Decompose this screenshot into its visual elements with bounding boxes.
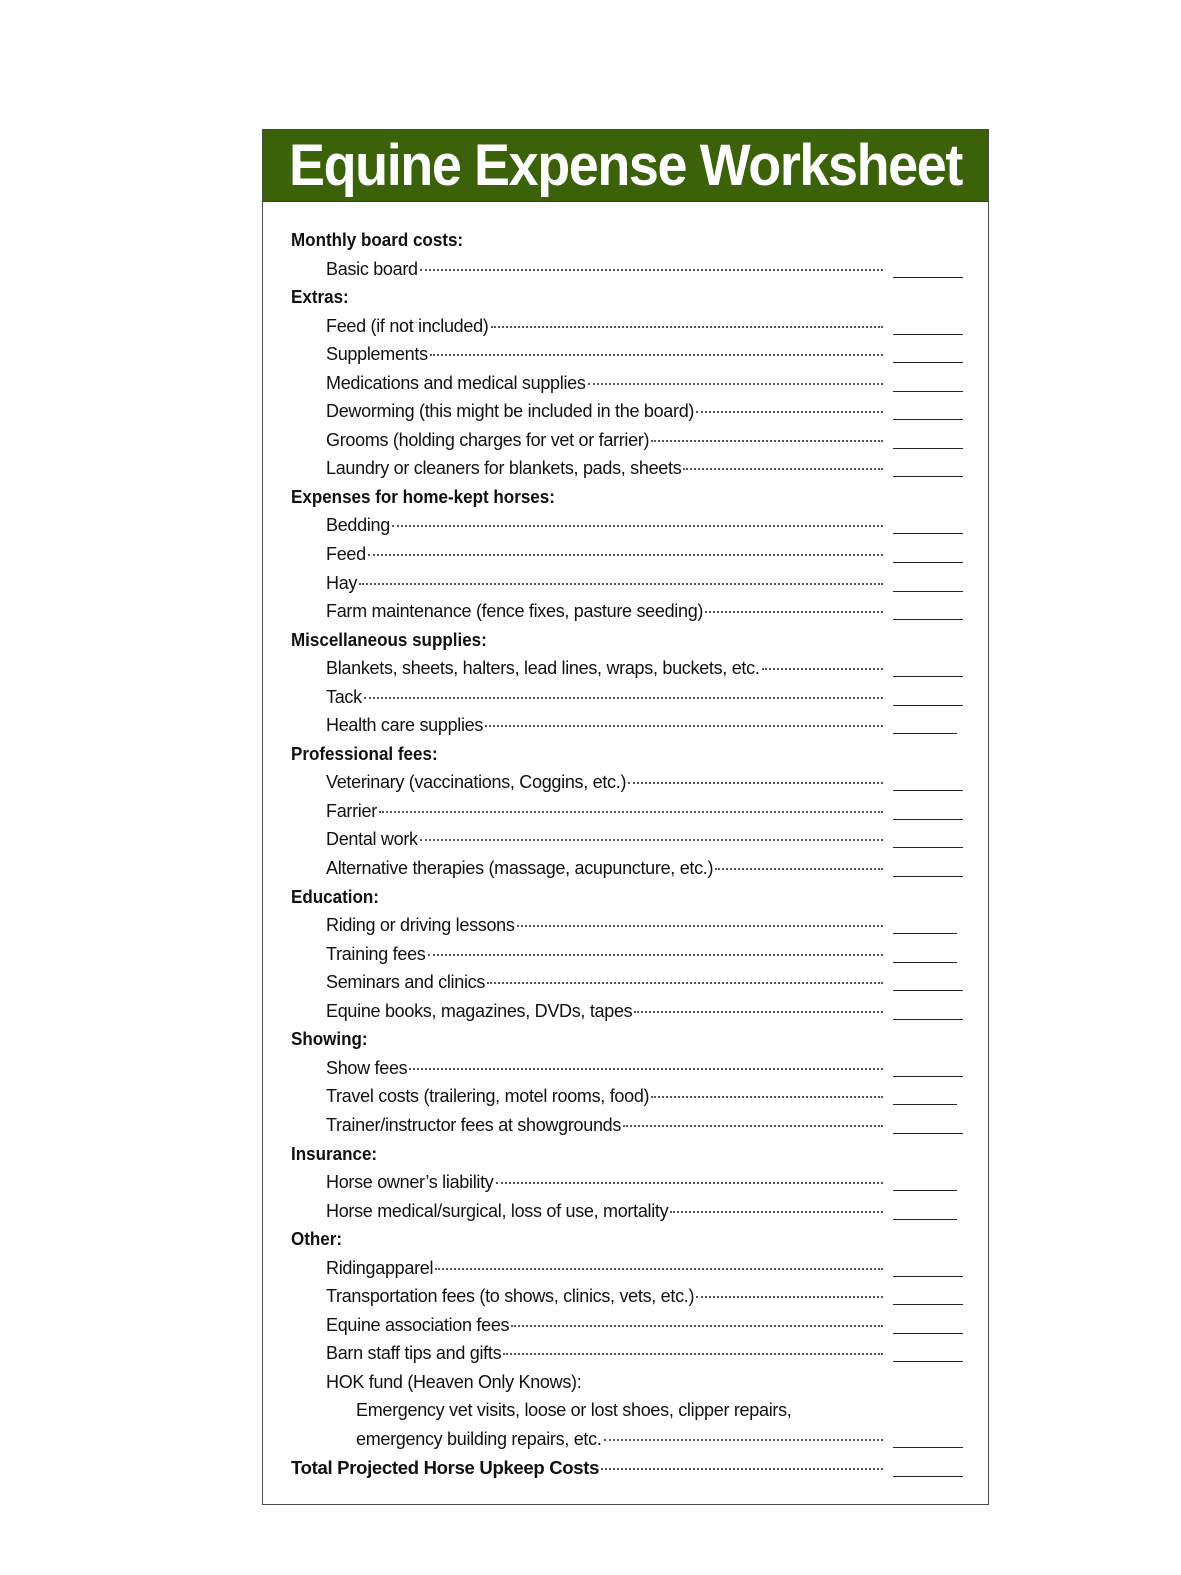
amount-blank-line[interactable]: [893, 1447, 963, 1448]
dot-leader: [503, 1352, 883, 1355]
dot-leader: [696, 1295, 883, 1298]
expense-label: Training fees: [326, 943, 426, 964]
expense-item: [326, 342, 883, 366]
dot-leader: [359, 582, 883, 585]
expense-row: [263, 997, 988, 1026]
amount-blank-line[interactable]: [893, 990, 963, 991]
expense-item: [291, 1456, 883, 1480]
dot-leader: [428, 953, 884, 956]
amount-blank-line[interactable]: [893, 962, 957, 963]
amount-blank-line[interactable]: [893, 1133, 963, 1134]
dot-leader: [487, 981, 883, 984]
expense-label: Show fees: [326, 1057, 408, 1078]
dot-leader: [623, 1124, 883, 1127]
expense-label: Seminars and clinics: [326, 972, 486, 993]
dot-leader: [379, 810, 883, 813]
expense-item: [326, 257, 883, 281]
amount-blank-line[interactable]: [893, 419, 963, 420]
section-heading: Showing:: [291, 1028, 368, 1050]
expense-label: Transportation fees (to shows, clinics, vets, etc.): [326, 1286, 695, 1307]
worksheet: [262, 129, 989, 1505]
dot-leader: [430, 353, 883, 356]
expense-row: [263, 940, 988, 969]
expense-item: [326, 1056, 883, 1080]
expense-label: Grooms (holding charges for vet or farrier): [326, 429, 650, 450]
expense-row: [263, 1311, 988, 1340]
amount-blank-line[interactable]: [893, 819, 963, 820]
expense-label: Farrier: [326, 800, 377, 821]
dot-leader: [420, 838, 883, 841]
dot-leader: [496, 1181, 883, 1184]
expense-label: Travel costs (trailering, motel rooms, food): [326, 1086, 650, 1107]
expense-row: [263, 340, 988, 369]
expense-label: Medications and medical supplies: [326, 372, 586, 393]
expense-label: Hay: [326, 572, 358, 593]
total-row: [263, 1454, 988, 1483]
section-heading: Education:: [291, 885, 379, 907]
expense-row: [263, 1282, 988, 1311]
expense-label: HOK fund (Heaven Only Knows):: [326, 1371, 582, 1392]
expense-label: emergency building repairs, etc.: [356, 1428, 602, 1449]
expense-list: [263, 226, 988, 1482]
expense-row: [263, 768, 988, 797]
expense-item: [326, 371, 883, 395]
amount-blank-line[interactable]: [893, 1019, 963, 1020]
expense-row: [263, 1111, 988, 1140]
amount-blank-line[interactable]: [893, 1333, 963, 1334]
amount-blank-line[interactable]: [893, 876, 963, 877]
expense-row: [263, 454, 988, 483]
section-heading-row: [263, 1025, 988, 1054]
expense-row: [263, 968, 988, 997]
expense-item: [326, 1370, 883, 1394]
amount-blank-line[interactable]: [893, 562, 963, 563]
dot-leader: [628, 781, 883, 784]
expense-label: Equine association fees: [326, 1314, 510, 1335]
dot-leader: [392, 524, 883, 527]
expense-item: [326, 428, 883, 452]
amount-blank-line[interactable]: [893, 847, 963, 848]
section-heading-row: [263, 740, 988, 769]
expense-item: [326, 713, 883, 737]
dot-leader: [715, 867, 883, 870]
dot-leader: [696, 410, 883, 413]
expense-row: [263, 426, 988, 455]
section-heading-row: [263, 283, 988, 312]
section-heading-row: [263, 626, 988, 655]
section-heading: Other:: [291, 1228, 343, 1250]
dot-leader: [651, 1095, 883, 1098]
expense-item: [326, 399, 883, 423]
expense-row: [263, 369, 988, 398]
expense-row: [263, 683, 988, 712]
amount-blank-line[interactable]: [893, 1476, 963, 1477]
section-heading-row: [263, 483, 988, 512]
expense-label: Health care supplies: [326, 715, 484, 736]
expense-item: [326, 656, 883, 680]
expense-row: [263, 1197, 988, 1226]
dot-leader: [588, 382, 883, 385]
amount-blank-line[interactable]: [893, 1190, 957, 1191]
expense-label: Supplements: [326, 344, 428, 365]
title-bar: [263, 130, 988, 202]
expense-label: Equine books, magazines, DVDs, tapes: [326, 1000, 633, 1021]
amount-blank-line[interactable]: [893, 591, 963, 592]
worksheet-title: Equine Expense Worksheet: [289, 133, 962, 198]
section-heading-row: [263, 1140, 988, 1169]
expense-row: [263, 911, 988, 940]
amount-blank-line[interactable]: [893, 1304, 963, 1305]
expense-row: [263, 397, 988, 426]
amount-blank-line[interactable]: [893, 277, 963, 278]
expense-label: Deworming (this might be included in the board): [326, 401, 695, 422]
amount-blank-line[interactable]: [893, 334, 963, 335]
section-heading-row: [263, 226, 988, 255]
expense-label: Feed (if not included): [326, 315, 489, 336]
expense-label: Farm maintenance (fence fixes, pasture seeding): [326, 601, 704, 622]
amount-blank-line[interactable]: [893, 533, 963, 534]
dot-leader: [485, 724, 883, 727]
amount-blank-line[interactable]: [893, 676, 963, 677]
expense-row: [263, 569, 988, 598]
expense-row: [263, 1168, 988, 1197]
expense-row: [263, 540, 988, 569]
amount-blank-line[interactable]: [893, 705, 963, 706]
expense-row: [263, 1425, 988, 1454]
expense-row: [263, 255, 988, 284]
expense-item: [326, 827, 883, 851]
amount-blank-line[interactable]: [893, 790, 963, 791]
amount-blank-line[interactable]: [893, 733, 957, 734]
expense-item: [326, 770, 883, 794]
expense-label: Veterinary (vaccinations, Coggins, etc.): [326, 772, 627, 793]
expense-label: Horse medical/surgical, loss of use, mortality: [326, 1200, 669, 1221]
dot-leader: [651, 439, 883, 442]
section-heading: Extras:: [291, 286, 349, 308]
amount-blank-line[interactable]: [893, 362, 963, 363]
dot-leader: [670, 1210, 883, 1213]
expense-row: [263, 854, 988, 883]
expense-item: [326, 942, 883, 966]
expense-row: [263, 1254, 988, 1283]
amount-blank-line[interactable]: [893, 476, 963, 477]
expense-label: Dental work: [326, 829, 418, 850]
amount-blank-line[interactable]: [893, 1076, 963, 1077]
amount-blank-line[interactable]: [893, 1219, 957, 1220]
expense-item: [326, 799, 883, 823]
expense-row: [263, 711, 988, 740]
dot-leader: [604, 1438, 883, 1441]
expense-label: Trainer/instructor fees at showgrounds: [326, 1114, 622, 1135]
section-heading: Expenses for home-kept horses:: [291, 485, 555, 507]
expense-label: Riding or driving lessons: [326, 915, 515, 936]
expense-row: [263, 511, 988, 540]
dot-leader: [409, 1067, 883, 1070]
dot-leader: [517, 924, 883, 927]
expense-label: Bedding: [326, 515, 390, 536]
expense-item: [326, 314, 883, 338]
dot-leader: [491, 325, 884, 328]
expense-row: [263, 797, 988, 826]
expense-item: [326, 1284, 883, 1308]
section-heading: Professional fees:: [291, 742, 438, 764]
amount-blank-line[interactable]: [893, 391, 963, 392]
amount-blank-line[interactable]: [893, 619, 963, 620]
expense-item: [326, 913, 883, 937]
expense-row: [263, 1054, 988, 1083]
expense-item: [326, 685, 883, 709]
section-heading: Miscellaneous supplies:: [291, 628, 487, 650]
dot-leader: [683, 467, 883, 470]
amount-blank-line[interactable]: [893, 933, 957, 934]
dot-leader: [511, 1324, 883, 1327]
expense-row: [263, 1396, 988, 1425]
amount-blank-line[interactable]: [893, 1361, 963, 1362]
expense-label: Laundry or cleaners for blankets, pads, sheets: [326, 458, 682, 479]
expense-item: [326, 1113, 883, 1137]
expense-label: Feed: [326, 544, 366, 565]
expense-label: Ridingapparel: [326, 1257, 434, 1278]
expense-item: [326, 599, 883, 623]
expense-label: Basic board: [326, 258, 418, 279]
expense-row: [263, 654, 988, 683]
dot-leader: [364, 696, 883, 699]
dot-leader: [435, 1267, 883, 1270]
dot-leader: [601, 1467, 883, 1470]
expense-row: [263, 1082, 988, 1111]
dot-leader: [705, 610, 883, 613]
expense-item: [326, 1084, 883, 1108]
expense-item: [326, 1170, 883, 1194]
expense-item: [326, 1313, 883, 1337]
expense-item: [326, 1341, 883, 1365]
expense-row: [263, 825, 988, 854]
dot-leader: [368, 553, 883, 556]
amount-blank-line[interactable]: [893, 1276, 963, 1277]
expense-item: [356, 1398, 883, 1422]
expense-item: [356, 1427, 883, 1451]
expense-item: [326, 571, 883, 595]
expense-label: Blankets, sheets, halters, lead lines, wraps, buckets, etc.: [326, 658, 760, 679]
section-heading-row: [263, 1225, 988, 1254]
expense-label: Emergency vet visits, loose or lost shoes, clipper repairs,: [356, 1400, 792, 1421]
expense-item: [326, 970, 883, 994]
amount-blank-line[interactable]: [893, 1104, 957, 1105]
expense-row: [263, 312, 988, 341]
expense-item: [326, 856, 883, 880]
total-label: Total Projected Horse Upkeep Costs: [291, 1456, 600, 1478]
dot-leader: [634, 1010, 883, 1013]
expense-label: Tack: [326, 686, 362, 707]
expense-item: [326, 513, 883, 537]
expense-item: [326, 456, 883, 480]
expense-item: [326, 542, 883, 566]
dot-leader: [420, 268, 883, 271]
section-heading-row: [263, 883, 988, 912]
expense-label: Alternative therapies (massage, acupuncture, etc.): [326, 858, 714, 879]
expense-label: Horse owner’s liability: [326, 1172, 494, 1193]
expense-row: [263, 1339, 988, 1368]
expense-item: [326, 1256, 883, 1280]
section-heading: Monthly board costs:: [291, 229, 464, 250]
expense-item: [326, 1199, 883, 1223]
expense-item: [326, 999, 883, 1023]
section-heading: Insurance:: [291, 1142, 378, 1164]
expense-label: Barn staff tips and gifts: [326, 1343, 502, 1364]
expense-row: [263, 597, 988, 626]
expense-row: [263, 1368, 988, 1397]
dot-leader: [762, 667, 883, 670]
amount-blank-line[interactable]: [893, 448, 963, 449]
